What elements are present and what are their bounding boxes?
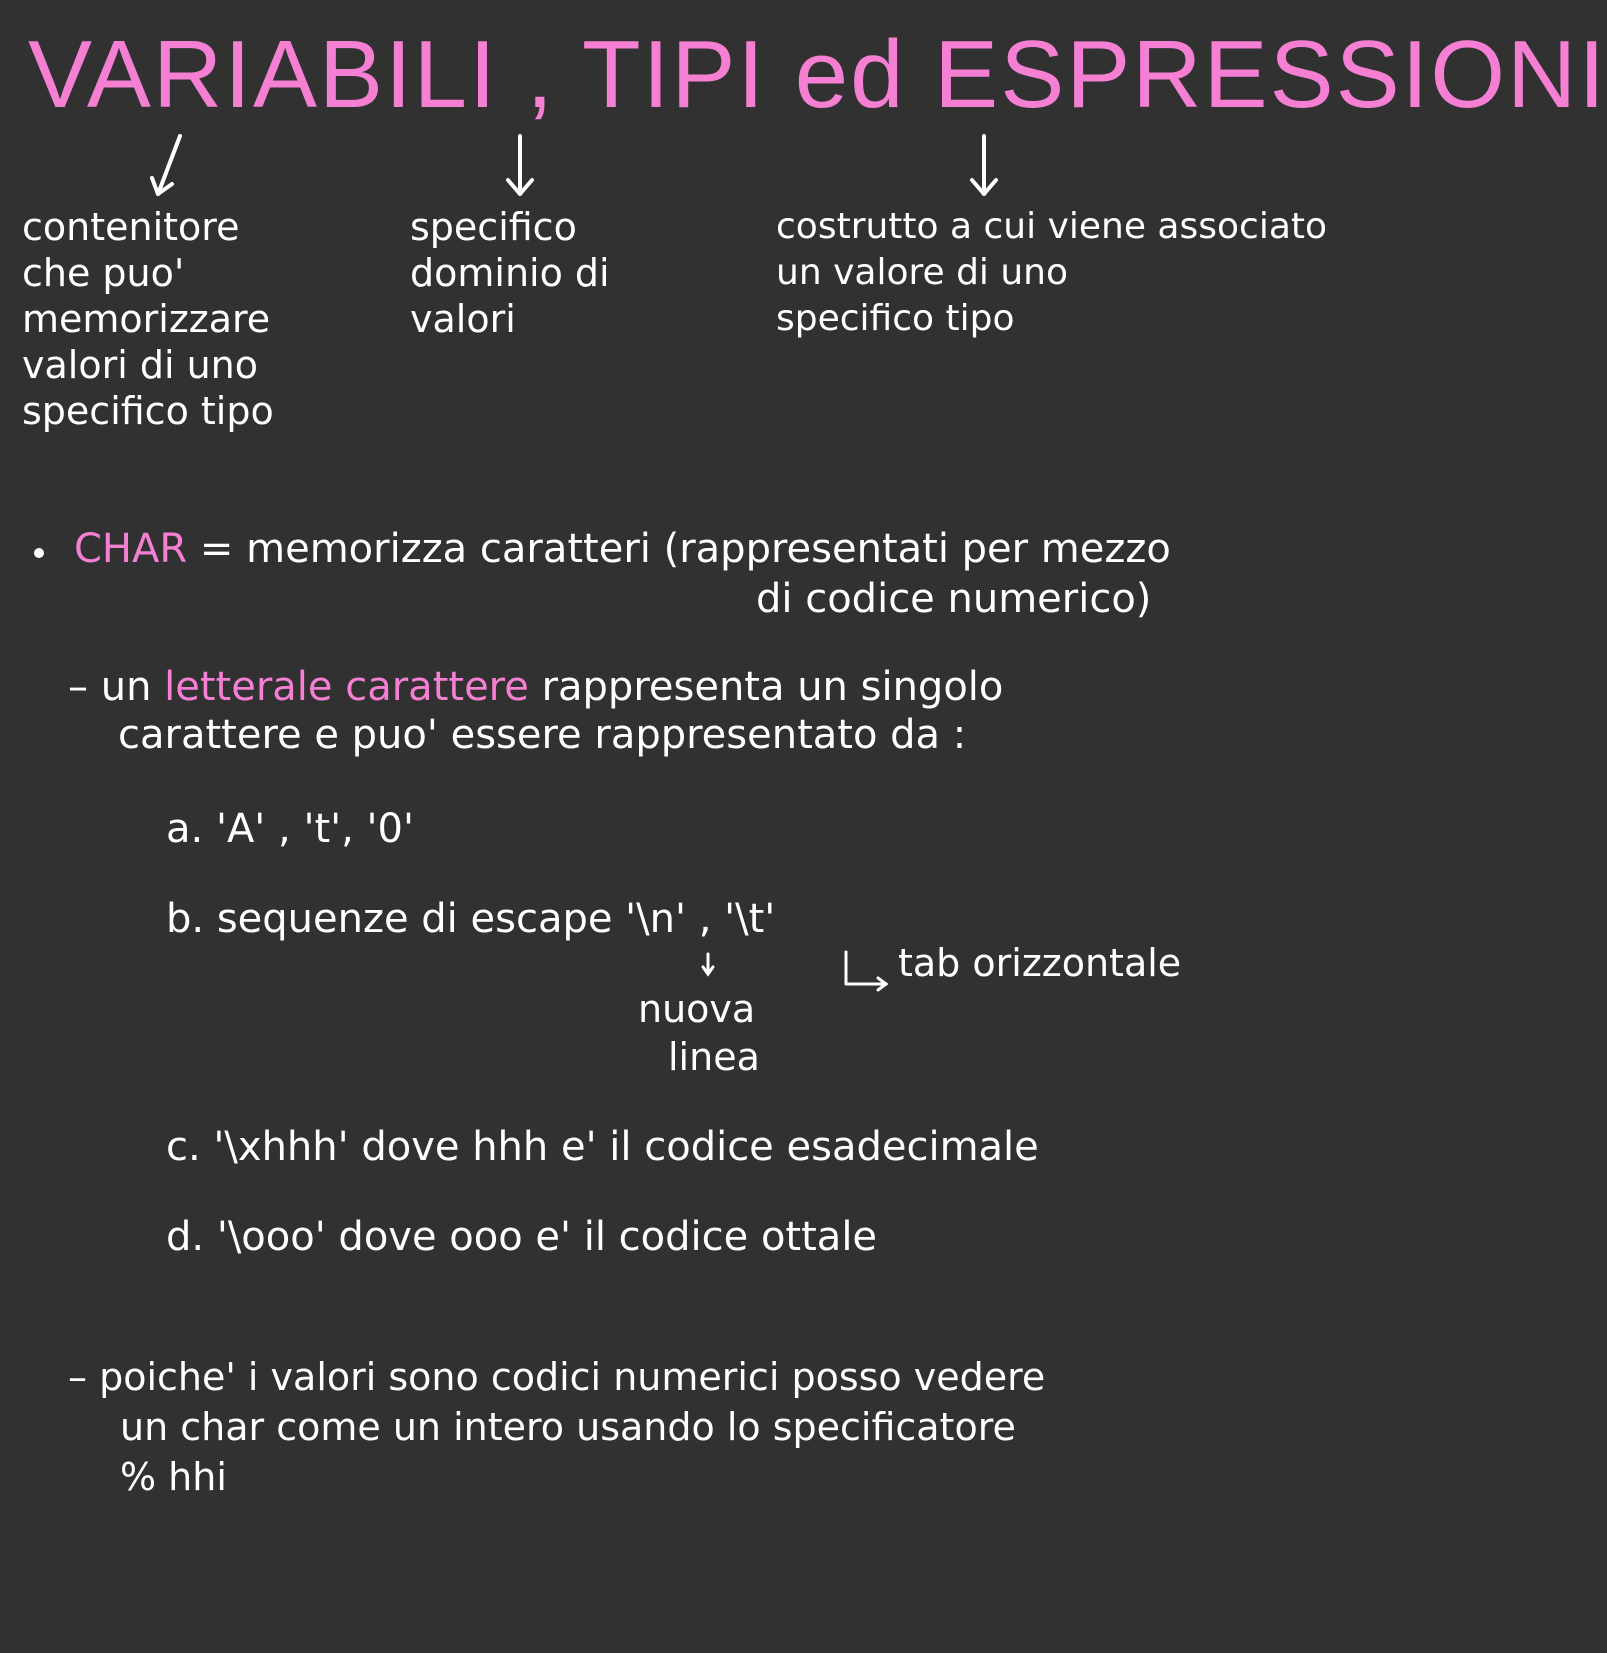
- newline-note: nuova: [638, 987, 756, 1031]
- literal-definition: [68, 664, 1003, 710]
- page-title: VARIABILI , TIPI ed ESPRESSIONI: [28, 21, 1607, 128]
- tab-note: tab orizzontale: [898, 941, 1182, 985]
- definition-line: specifico tipo: [776, 298, 1015, 339]
- bullet-icon: [34, 548, 44, 558]
- dash: –: [68, 664, 88, 710]
- definition-line: memorizzare: [22, 297, 271, 341]
- note-text: poiche' i valori sono codici numerici posso vedere: [99, 1355, 1046, 1399]
- note-line2: un char come un intero usando lo specificatore: [120, 1405, 1016, 1449]
- note-line1: [68, 1354, 1045, 1400]
- char-definition: [74, 526, 1171, 572]
- item-b: b. sequenze di escape '\n' , '\t': [166, 896, 776, 942]
- definition-variable: [22, 204, 274, 434]
- arrow-down-icon: [502, 132, 538, 202]
- definition-line: un valore di uno: [776, 252, 1069, 293]
- item-c: c. '\xhhh' dove hhh e' il codice esadecimale: [166, 1124, 1039, 1170]
- char-definition-text: = memorizza caratteri (rappresentati per mezzo: [199, 526, 1171, 572]
- char-definition-continued: di codice numerico): [756, 576, 1152, 622]
- definition-line: che puo': [22, 251, 185, 295]
- definition-line: specifico: [410, 205, 577, 249]
- literal-prefix: un: [100, 664, 152, 710]
- definition-line: specifico tipo: [22, 389, 274, 433]
- definition-expression: [776, 204, 1327, 342]
- dash: –: [68, 1355, 87, 1399]
- literal-highlight: letterale carattere: [164, 664, 529, 710]
- literal-definition-line2: carattere e puo' essere rappresentato da :: [118, 712, 967, 758]
- item-d: d. '\ooo' dove ooo e' il codice ottale: [166, 1214, 878, 1260]
- definition-line: dominio di: [410, 251, 610, 295]
- char-keyword: CHAR: [74, 526, 188, 572]
- note-line3: % hhi: [120, 1455, 227, 1499]
- newline-note-line2: linea: [668, 1035, 760, 1079]
- arrow-down-icon: [700, 952, 716, 982]
- arrow-down-left-icon: [148, 132, 188, 202]
- arrow-corner-icon: [842, 950, 892, 994]
- literal-suffix: rappresenta un singolo: [541, 664, 1004, 710]
- definition-line: valori: [410, 297, 516, 341]
- definition-type: [410, 204, 610, 342]
- item-a: a. 'A' , 't', '0': [166, 806, 414, 852]
- definition-line: valori di uno: [22, 343, 259, 387]
- definition-line: costrutto a cui viene associato: [776, 206, 1328, 247]
- definition-line: contenitore: [22, 205, 240, 249]
- arrow-down-icon: [966, 132, 1002, 202]
